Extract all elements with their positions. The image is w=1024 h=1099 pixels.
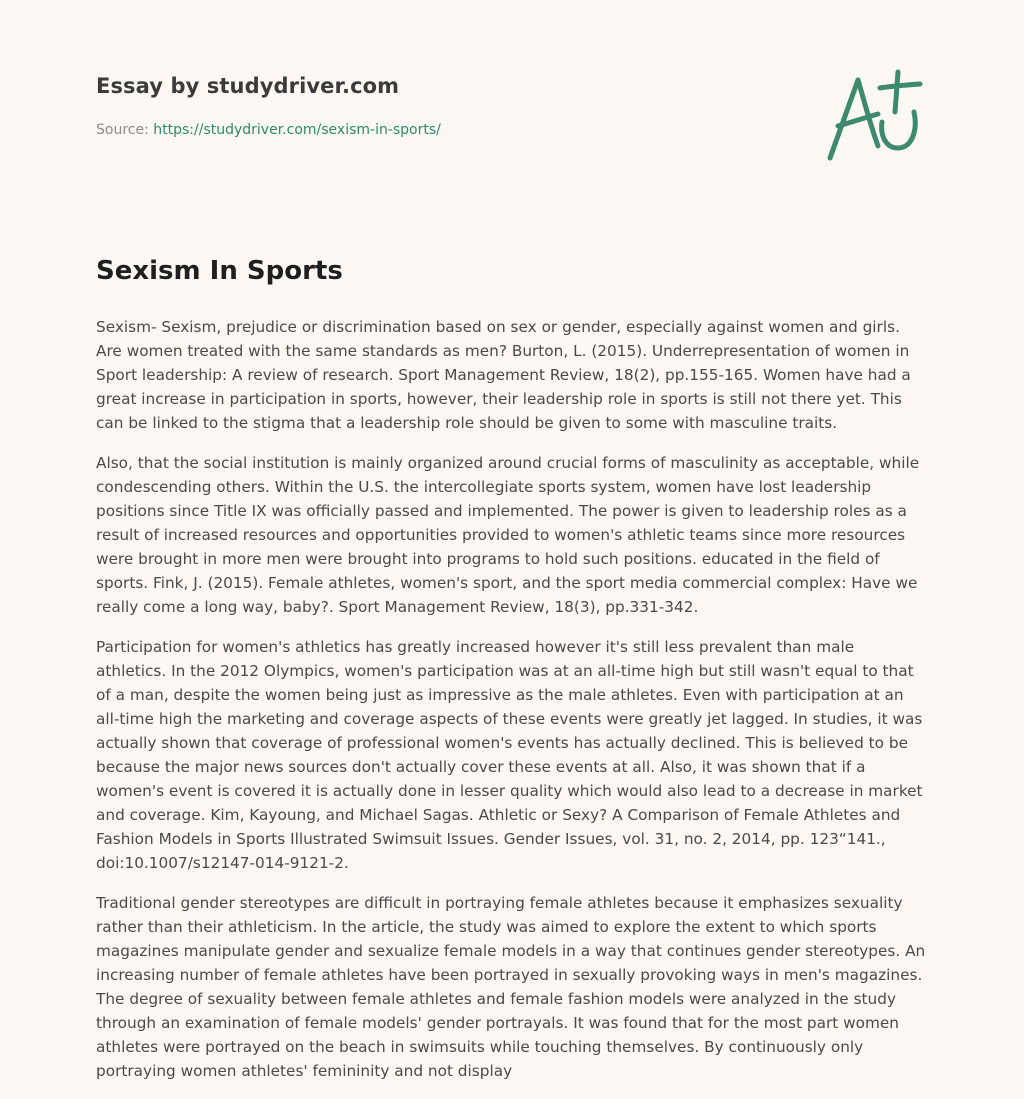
- paragraph: Also, that the social institution is mainly organized around crucial forms of masculinity as acceptable, while condescending others. Within the U.S. the intercollegiate sports system, women have lost leadership positions since Title IX was officially passed and implemented. The power is given to leadership roles as a result of increased resources and opportunities provided to women's athletic teams since more resources were brought in more men were brought into programs to hold such positions. educated in the field of sports. Fink, J. (2015). Female athletes, women's sport, and the sport media commercial complex: Have we really come a long way, baby?. Sport Management Review, 18(3), pp.331-342.: [96, 454, 920, 616]
- article-title: Sexism In Sports: [96, 256, 343, 286]
- source-line: [96, 122, 928, 138]
- page-header: [96, 74, 928, 138]
- a-plus-logo-icon: [820, 66, 928, 166]
- source-link[interactable]: https://studydriver.com/sexism-in-sports/: [153, 122, 441, 138]
- article-body: [96, 315, 928, 1099]
- brand-title: Essay by studydriver.com: [96, 74, 400, 98]
- paragraph: Traditional gender stereotypes are difficult in portraying female athletes because it emphasizes sexuality rather than their athleticism. In the article, the study was aimed to explore the extent to which sports magazines manipulate gender and sexualize female models in a way that continues gender stereotypes. An increasing number of female athletes have been portrayed in sexually provoking ways in men's magazines. The degree of sexuality between female athletes and female fashion models were analyzed in the study through an examination of female models' gender portrayals. It was found that for the most part women athletes were portrayed on the beach in swimsuits while touching themselves. By continuously only portraying women athletes' femininity and not display: [96, 894, 926, 1080]
- source-label: Source:: [96, 122, 149, 138]
- paragraph: Sexism- Sexism, prejudice or discrimination based on sex or gender, especially against women and girls. Are women treated with the same standards as men? Burton, L. (2015). Underrepresentation of women in Sport leadership: A review of research. Sport Management Review, 18(2), pp.155-165. Women have had a great increase in participation in sports, however, their leadership role in sports is still not there yet. This can be linked to the stigma that a leadership role should be given to some with masculine traits.: [96, 318, 911, 432]
- paragraph: Participation for women's athletics has greatly increased however it's still less prevalent than male athletics. In the 2012 Olympics, women's participation was at an all-time high but still wasn't equal to that of a man, despite the women being just as impressive as the male athletes. Even with participation at an all-time high the marketing and coverage aspects of these events were greatly jet lagged. In studies, it was actually shown that coverage of professional women's events has actually declined. This is believed to be because the major news sources don't actually cover these events at all. Also, it was shown that if a women's event is covered it is actually done in lesser quality which would also lead to a decrease in market and coverage. Kim, Kayoung, and Michael Sagas. Athletic or Sexy? A Comparison of Female Athletes and Fashion Models in Sports Illustrated Swimsuit Issues. Gender Issues, vol. 31, no. 2, 2014, pp. 123“141., doi:10.1007/s12147-014-9121-2.: [96, 638, 923, 872]
